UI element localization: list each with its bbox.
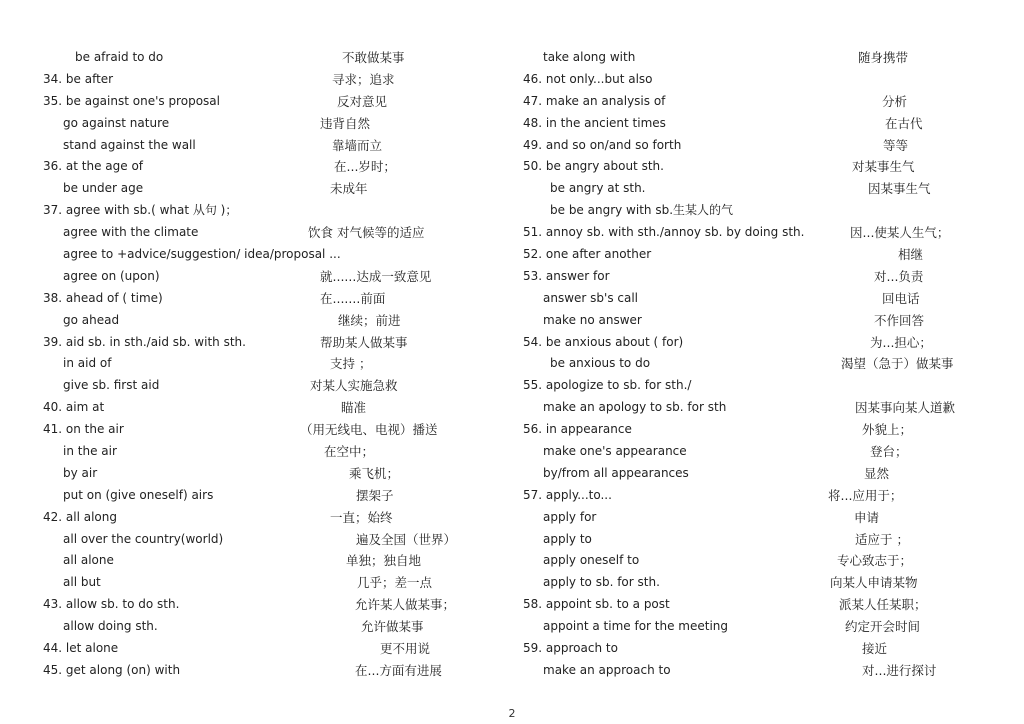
phrase-chinese: 寻求；追求 (332, 71, 395, 87)
phrase-english: 51. annoy sb. with sth./annoy sb. by doing sth. (523, 225, 805, 240)
vocab-row (0, 463, 500, 485)
vocab-row (0, 47, 500, 69)
vocab-row (0, 485, 500, 507)
phrase-english: 45. get along (on) with (43, 662, 181, 677)
phrase-english: stand against the wall (63, 137, 196, 152)
phrase-chinese: 继续；前进 (338, 312, 401, 328)
vocab-row (500, 660, 1024, 682)
vocab-row (0, 375, 500, 397)
phrase-chinese: 允许某人做某事； (355, 597, 456, 613)
phrase-chinese: 单独；独自地 (346, 553, 422, 569)
phrase-chinese: 未成年 (330, 181, 368, 197)
vocab-row (500, 529, 1024, 551)
phrase-chinese: 乘飞机； (349, 465, 400, 481)
phrase-english: go against nature (63, 115, 170, 130)
phrase-english: by/from all appearances (543, 465, 689, 480)
phrase-chinese: 帮助某人做某事 (320, 334, 408, 350)
phrase-english: 36. at the age of (43, 159, 144, 174)
phrase-english: be anxious to do (550, 356, 651, 371)
phrase-chinese: 对...进行探讨 (862, 662, 937, 678)
phrase-chinese: 因某事生气 (868, 181, 931, 197)
vocab-row (0, 244, 500, 266)
phrase-chinese: 等等 (883, 137, 909, 153)
phrase-chinese: 不敢做某事 (342, 50, 405, 65)
phrase-chinese: 为...担心； (870, 334, 932, 350)
vocab-row (0, 529, 500, 551)
phrase-english: in the air (63, 444, 117, 459)
phrase-chinese: 就......达成一致意见 (320, 268, 432, 284)
phrase-english: 47. make an analysis of (523, 93, 666, 108)
vocab-row (0, 288, 500, 310)
phrase-english: 59. approach to (523, 641, 618, 656)
phrase-english: 53. answer for (523, 268, 610, 283)
phrase-english: 35. be against one's proposal (43, 93, 220, 108)
vocab-row (0, 616, 500, 638)
vocab-row (0, 266, 500, 288)
vocab-row (0, 507, 500, 529)
phrase-english: apply to sb. for sth. (543, 575, 660, 590)
phrase-english: 42. all along (43, 509, 117, 524)
phrase-chinese: 在.......前面 (320, 290, 386, 306)
phrase-chinese: 适应于 ； (855, 531, 909, 547)
phrase-english: give sb. first aid (63, 378, 160, 393)
phrase-english: all over the country(world) (63, 531, 224, 546)
phrase-chinese: 在古代 (885, 115, 923, 131)
vocab-row (500, 222, 1024, 244)
page-number: 2 (508, 707, 516, 720)
vocab-row (500, 266, 1024, 288)
phrase-chinese: 反对意见 (337, 93, 388, 109)
phrase-english: make an apology to sb. for sth (543, 400, 727, 415)
phrase-english: by air (63, 465, 98, 480)
phrase-chinese: 饮食 对气候等的适应 (308, 225, 425, 241)
phrase-chinese: 约定开会时间 (845, 619, 921, 635)
vocab-row (500, 69, 1024, 91)
phrase-english: 55. apologize to sb. for sth./ (523, 378, 692, 393)
vocab-row (500, 419, 1024, 441)
left-column (0, 47, 500, 682)
phrase-chinese: 显然 (864, 465, 890, 481)
phrase-english: 49. and so on/and so forth (523, 137, 682, 152)
phrase-english: 38. ahead of ( time) (43, 290, 163, 305)
phrase-chinese: 因某事向某人道歉 (855, 400, 956, 416)
vocab-row (500, 572, 1024, 594)
phrase-english: 57. apply...to... (523, 487, 612, 502)
phrase-english: take along with (543, 50, 636, 64)
phrase-english: agree to +advice/suggestion/ idea/proposal ... (63, 247, 341, 262)
phrase-chinese: 几乎；差一点 (357, 575, 433, 591)
phrase-english: appoint a time for the meeting (543, 619, 729, 634)
vocab-row (500, 332, 1024, 354)
vocab-row (500, 244, 1024, 266)
phrase-english: 56. in appearance (523, 422, 632, 437)
phrase-english: make no answer (543, 312, 642, 327)
vocab-row (0, 91, 500, 113)
phrase-english: be afraid to do (75, 50, 164, 64)
phrase-chinese: 在...岁时； (334, 159, 396, 175)
phrase-chinese: 渴望（急于）做某事 (841, 356, 954, 372)
phrase-english: 44. let alone (43, 641, 119, 656)
phrase-english: make one's appearance (543, 444, 687, 459)
vocab-row (0, 441, 500, 463)
phrase-english: 41. on the air (43, 422, 124, 437)
phrase-chinese: 一直；始终 (330, 509, 393, 525)
phrase-chinese: 专心致志于； (837, 553, 913, 569)
right-column (500, 47, 1024, 682)
phrase-chinese: 向某人申请某物 (830, 575, 918, 591)
phrase-english: allow doing sth. (63, 619, 158, 634)
phrase-chinese: 在空中； (324, 444, 375, 460)
vocab-row (0, 310, 500, 332)
phrase-english: agree on (upon) (63, 268, 160, 283)
phrase-chinese: （用无线电、电视）播送 (300, 422, 438, 438)
phrase-chinese: 派某人任某职； (839, 597, 927, 613)
vocab-row (0, 419, 500, 441)
phrase-chinese: 回电话 (882, 290, 920, 306)
vocab-row (500, 485, 1024, 507)
vocab-row (0, 550, 500, 572)
phrase-chinese: 在...方面有进展 (355, 662, 442, 678)
phrase-chinese: 登台； (870, 444, 908, 460)
vocab-row (0, 660, 500, 682)
phrase-chinese: 随身携带 (858, 50, 909, 65)
phrase-english: 40. aim at (43, 400, 105, 415)
phrase-chinese: 分析 (882, 93, 908, 109)
phrase-english: 46. not only...but also (523, 71, 653, 86)
phrase-chinese: 摆架子 (356, 487, 394, 503)
vocab-row (0, 638, 500, 660)
vocab-row (500, 463, 1024, 485)
phrase-english: all but (63, 575, 101, 590)
vocab-row (500, 47, 1024, 69)
phrase-chinese: 违背自然 (320, 115, 371, 131)
phrase-chinese: 接近 (862, 641, 888, 657)
vocab-row (0, 332, 500, 354)
vocab-row (500, 113, 1024, 135)
phrase-chinese: 对某事生气 (852, 159, 915, 175)
phrase-chinese: 申请 (854, 509, 880, 525)
phrase-english: 54. be anxious about ( for) (523, 334, 684, 349)
phrase-english: be under age (63, 181, 144, 196)
phrase-english: 43. allow sb. to do sth. (43, 597, 180, 612)
phrase-chinese: 对某人实施急救 (310, 378, 398, 394)
phrase-english: put on (give oneself) airs (63, 487, 214, 502)
vocab-row (500, 200, 1024, 222)
vocab-row (500, 397, 1024, 419)
vocab-row (0, 135, 500, 157)
phrase-english: go ahead (63, 312, 120, 327)
vocab-row (500, 353, 1024, 375)
phrase-english: in aid of (63, 356, 112, 371)
phrase-english: 48. in the ancient times (523, 115, 666, 130)
phrase-english: 39. aid sb. in sth./aid sb. with sth. (43, 334, 246, 349)
phrase-english: make an approach to (543, 662, 671, 677)
phrase-english: apply oneself to (543, 553, 640, 568)
phrase-english: answer sb's call (543, 290, 639, 305)
vocab-row (0, 69, 500, 91)
phrase-english: 37. agree with sb.( what 从句 )； (43, 203, 238, 218)
vocab-row (0, 222, 500, 244)
vocab-row (0, 113, 500, 135)
vocab-row (0, 397, 500, 419)
phrase-chinese: 相继 (898, 247, 924, 263)
vocab-row (500, 375, 1024, 397)
vocab-row (500, 135, 1024, 157)
phrase-english: 50. be angry about sth. (523, 159, 664, 174)
phrase-english: 34. be after (43, 71, 114, 86)
phrase-chinese: 将...应用于； (828, 487, 903, 503)
vocab-row (500, 507, 1024, 529)
phrase-english: 58. appoint sb. to a post (523, 597, 670, 612)
vocab-row (500, 594, 1024, 616)
phrase-english: agree with the climate (63, 225, 199, 240)
phrase-chinese: 瞄准 (341, 400, 367, 416)
phrase-chinese: 因...使某人生气； (850, 225, 950, 241)
vocab-row (500, 550, 1024, 572)
phrase-chinese: 对...负责 (874, 268, 924, 284)
vocab-row (0, 200, 500, 222)
phrase-chinese: 靠墙而立 (332, 137, 383, 153)
vocab-row (500, 310, 1024, 332)
phrase-chinese: 允许做某事 (361, 619, 424, 635)
vocab-row (0, 178, 500, 200)
vocab-row (500, 288, 1024, 310)
vocab-row (500, 441, 1024, 463)
phrase-english: be be angry with sb.生某人的气 (550, 203, 734, 218)
phrase-chinese: 支持 ； (330, 356, 372, 372)
phrase-english: apply for (543, 509, 597, 524)
phrase-english: be angry at sth. (550, 181, 646, 196)
vocab-row (500, 156, 1024, 178)
phrase-chinese: 更不用说 (380, 641, 431, 657)
phrase-english: apply to (543, 531, 592, 546)
vocab-row (500, 178, 1024, 200)
phrase-chinese: 遍及全国（世界） (356, 531, 457, 547)
vocab-row (500, 638, 1024, 660)
vocab-row (500, 91, 1024, 113)
vocab-row (0, 572, 500, 594)
phrase-english: all alone (63, 553, 114, 568)
vocab-row (0, 594, 500, 616)
phrase-chinese: 外貌上； (862, 422, 913, 438)
vocab-row (0, 156, 500, 178)
vocab-row (0, 353, 500, 375)
phrase-english: 52. one after another (523, 247, 652, 262)
vocab-row (500, 616, 1024, 638)
phrase-chinese: 不作回答 (874, 312, 925, 328)
